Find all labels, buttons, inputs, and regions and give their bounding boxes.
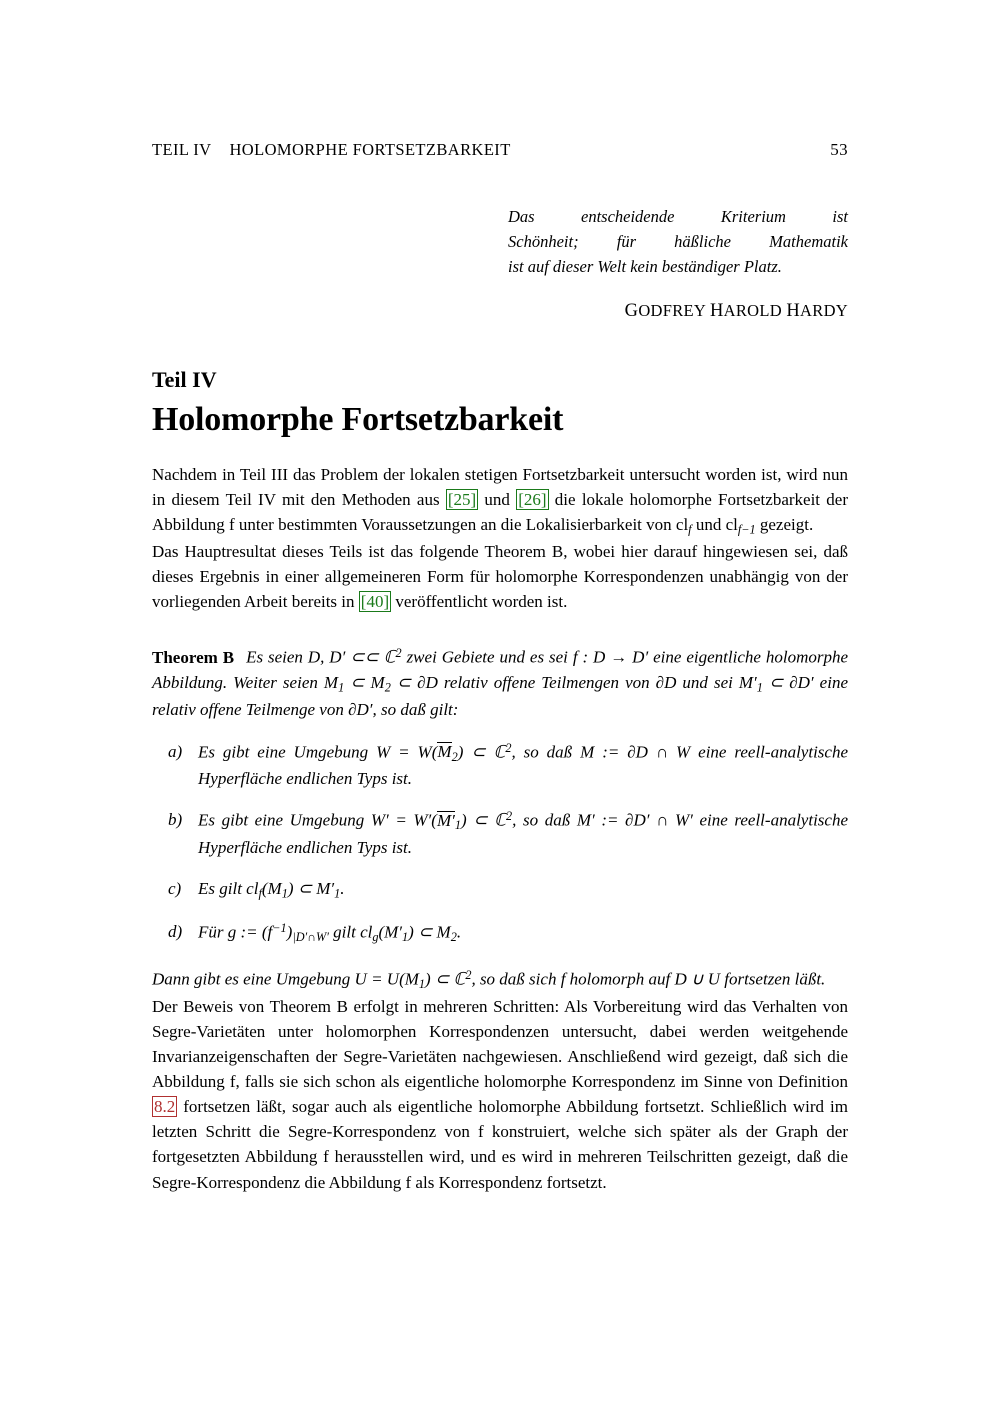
text-run: (M [261, 879, 282, 899]
epigraph-word: ist [832, 207, 848, 226]
outro-paragraph [152, 994, 848, 1195]
text-run: ) ⊂ M [408, 922, 451, 942]
epigraph-line-1 [508, 204, 848, 229]
author-initial: H [709, 301, 724, 322]
text-run: Es gilt cl [198, 879, 259, 899]
math-subscript: f [688, 522, 692, 537]
part-label: Teil IV [152, 367, 217, 393]
running-header [152, 140, 848, 160]
theorem-block [152, 644, 848, 722]
math-subscript: 2 [384, 680, 391, 695]
math-superscript: 2 [395, 646, 402, 661]
theorem-conclusion [152, 966, 848, 993]
text-run: , so daß M′ := ∂D′ ∩ W′ eine reell-analytische Hyperfläche endlichen Typs ist. [198, 810, 848, 857]
author-name-part: ARDY [800, 301, 848, 321]
author-name-part: AROLD [723, 301, 787, 321]
text-run: zwei Gebiete und es sei f : D → D′ eine eigentliche holomorphe Abbildung. Weiter seien M [152, 647, 849, 693]
text-run: und cl [691, 515, 738, 535]
epigraph-author [508, 297, 848, 325]
page-title: Holomorphe Fortsetzbarkeit [152, 401, 564, 439]
math-subscript: f [258, 886, 262, 901]
epigraph [508, 204, 848, 325]
text-run: die lokale holomorphe Fortsetzbarkeit der Abbildung f unter bestimmten Voraussetzungen an die Lokalisierbarkeit von cl [152, 490, 848, 535]
text-run: Es gibt eine Umgebung W′ = W′( [198, 810, 437, 830]
math-subscript: 2 [450, 929, 457, 944]
author-name-part: ODFREY [638, 301, 710, 321]
text-run: ) ⊂ M′ [287, 879, 335, 899]
text-run: gilt cl [328, 922, 373, 942]
citation-link[interactable]: [25] [447, 490, 477, 510]
theorem-conditions-list [152, 739, 848, 947]
theorem-heading: Theorem B [152, 647, 235, 667]
list-item [152, 919, 848, 946]
math-superscript: 2 [505, 740, 512, 755]
list-item-label: a) [168, 741, 183, 761]
intro-paragraph-2 [152, 539, 848, 614]
citation-link[interactable]: [26] [518, 490, 547, 510]
list-item-label: c) [168, 879, 182, 899]
text-run: (M′ [378, 922, 403, 942]
list-item-label: d) [168, 921, 183, 941]
running-header-title: HOLOMORPHE FORTSETZBARKEIT [229, 140, 511, 159]
text-run: Das Hauptresultat dieses Teils ist das folgende Theorem B, wobei hier darauf hingewiesen sei, daß dieses Ergebnis in einer allgemeineren Form für holomorphe Korrespondenzen unabhängig von der vorliegenden Arbeit bereits in [152, 541, 848, 612]
math-overline: M [437, 742, 452, 762]
text-run: ) ⊂ ℂ [457, 742, 506, 762]
math-subscript: 1 [418, 977, 426, 992]
text-run: Für g := (f [198, 922, 273, 942]
author-initial: H [786, 301, 801, 322]
math-run: D, D′ ⊂⊂ ℂ [307, 647, 396, 667]
text-run: ⊂ ∂D relativ offene Teilmengen von ∂D und sei M′ [390, 673, 757, 693]
text-run: Nachdem in Teil III das Problem der lokalen stetigen Fortsetzbarkeit untersucht worden ist, wird nun in diesem Teil IV mit den Methoden aus [152, 465, 848, 510]
epigraph-word: Das [508, 207, 535, 226]
math-subscript: |D′∩W′ [292, 929, 329, 944]
math-subscript: g [372, 929, 379, 944]
epigraph-word: Mathematik [769, 232, 848, 252]
citation-link[interactable]: [40] [360, 592, 390, 612]
text-run: Es seien [246, 647, 308, 667]
math-superscript: 2 [505, 809, 513, 824]
list-item [152, 807, 848, 860]
math-subscript: 1 [454, 818, 461, 833]
author-initial: G [624, 301, 639, 322]
math-overline: M′ [436, 810, 455, 830]
epigraph-line-2 [508, 229, 848, 254]
text-run: , so daß M := ∂D ∩ W eine reell-analytische Hyperfläche endlichen Typs ist. [198, 742, 848, 788]
epigraph-word: häßliche [674, 232, 731, 252]
text-run: und [478, 490, 517, 510]
math-subscript: 1 [334, 886, 341, 901]
internal-reference-link[interactable]: 8.2 [154, 1097, 176, 1117]
math-subscript: 1 [402, 929, 409, 944]
text-run: Es gibt eine Umgebung W = W( [198, 742, 438, 762]
text-run: ) ⊂ ℂ [460, 810, 506, 830]
math-subscript: 2 [451, 749, 458, 764]
text-run: ⊂ M [344, 673, 385, 693]
text-run: fortsetzen läßt, sogar auch als eigentliche holomorphe Abbildung fortsetzt. Schließlich wird im letzten Schritt die Segre-Korrespondenz von f konstruiert, welche sich später als der Graph der fortgesetzten Abbildung f herausstellen wird, und es wird in mehreren Teilschritten gezeigt, daß die Segre-Korrespondenz die Abbildung f als Korrespondenz fortsetzt. [152, 1097, 848, 1192]
text-run: Dann gibt es eine Umgebung U = U(M [152, 969, 419, 989]
math-superscript: 2 [465, 968, 472, 983]
epigraph-line-3: ist auf dieser Welt kein beständiger Platz. [508, 257, 782, 277]
text-run: veröffentlicht worden ist. [391, 592, 568, 612]
intro-paragraph-1 [152, 462, 848, 539]
text-run: gezeigt. [755, 515, 814, 535]
epigraph-word: entscheidende [581, 207, 675, 226]
page-number: 53 [830, 140, 848, 159]
running-header-left [152, 140, 511, 160]
math-subscript: 1 [281, 886, 288, 901]
math-subscript: 1 [338, 680, 345, 695]
running-header-part: TEIL IV [152, 140, 212, 159]
text-run: Der Beweis von Theorem B erfolgt in mehreren Schritten: Als Vorbereitung wird das Verhalten von Segre-Varietäten unter holomorphen Korrespondenzen untersucht, dabei werden weitgehende Invarianzeigenschaften der Segre-Varietäten nachgewiesen. Anschließend wird gezeigt, daß sich die Abbildung f, falls sie sich schon als eigentliche holomorphe Korrespondenz im Sinne von Definition [152, 996, 848, 1091]
text-run: ) [286, 922, 293, 942]
math-subscript: f−1 [737, 522, 756, 537]
page-content [152, 140, 848, 1195]
epigraph-word: für [616, 232, 636, 252]
list-item-label: b) [168, 810, 183, 830]
epigraph-word: Kriterium [720, 207, 786, 226]
epigraph-word: Schönheit; [508, 232, 579, 252]
math-subscript: 1 [756, 680, 763, 695]
text-run: , so daß sich f holomorph auf D ∪ U fortsetzen läßt. [471, 969, 826, 989]
list-item [152, 739, 848, 792]
text-run: ⊂ ∂D′ eine relativ offene Teilmenge von ∂D′, so daß gilt: [152, 673, 848, 720]
text-run: . [340, 879, 345, 899]
text-run: ) ⊂ ℂ [425, 969, 466, 989]
text-run: . [456, 922, 462, 942]
list-item [152, 876, 848, 903]
math-superscript: −1 [272, 920, 287, 935]
